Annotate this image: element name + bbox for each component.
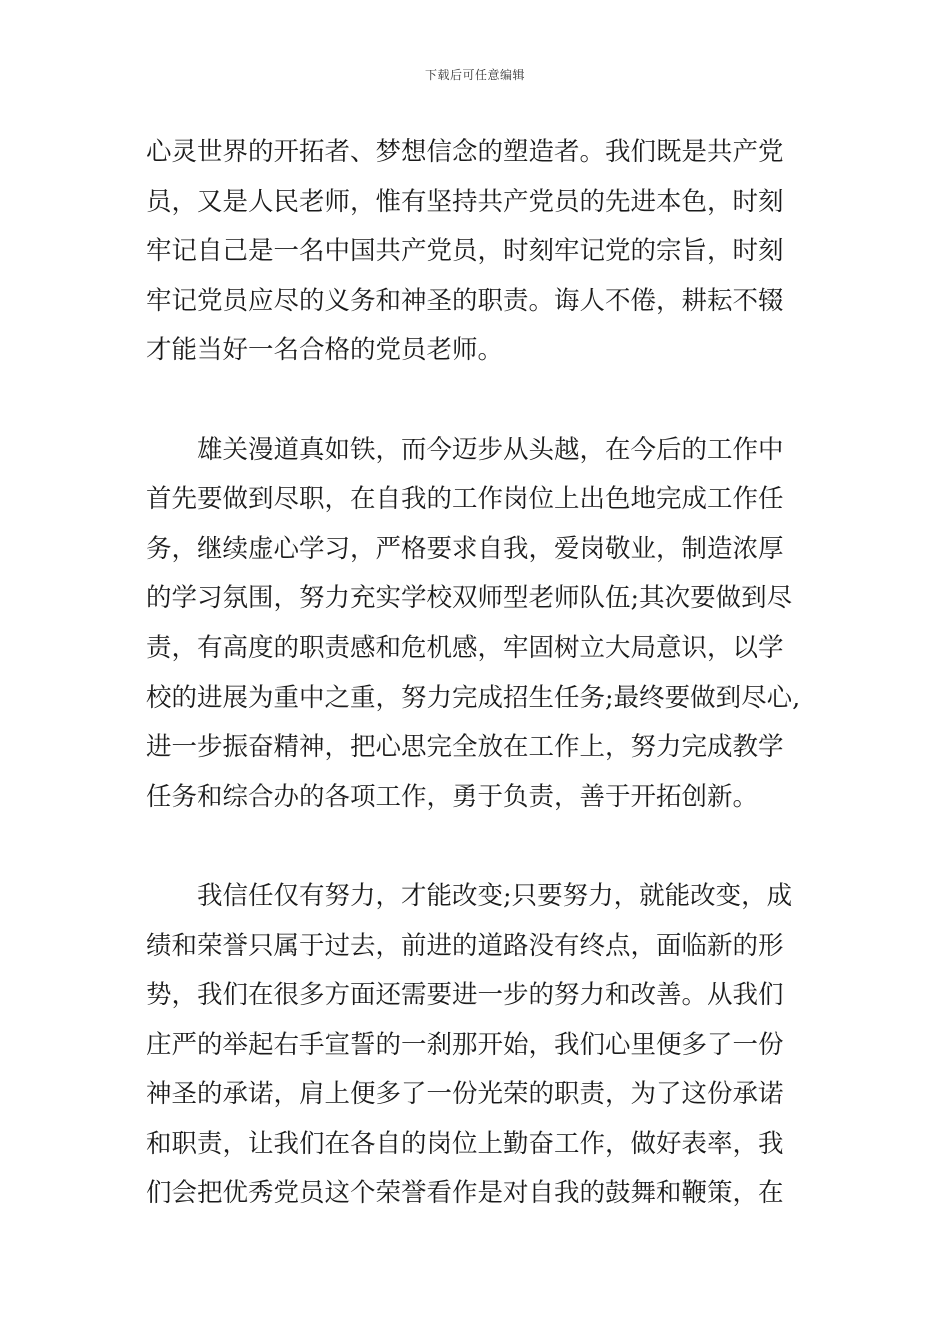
text-line: 庄严的举起右手宣誓的一刹那开始，我们心里便多了一份 — [146, 1029, 784, 1060]
text-line: 的学习氛围，努力充实学校双师型老师队伍;其次要做到尽 — [146, 583, 793, 614]
text-line: 首先要做到尽职，在自我的工作岗位上出色地完成工作任 — [146, 484, 784, 515]
text-line: 员，又是人民老师，惟有坚持共产党员的先进本色，时刻 — [146, 186, 784, 217]
paragraph-3 — [146, 872, 826, 1219]
text-line: 神圣的承诺，肩上便多了一份光荣的职责，为了这份承诺 — [146, 1079, 784, 1110]
text-line: 任务和综合办的各项工作，勇于负责，善于开拓创新。 — [146, 781, 759, 812]
paragraph-spacer — [146, 376, 826, 426]
paragraph-1 — [146, 128, 826, 376]
text-line: 责，有高度的职责感和危机感，牢固树立大局意识，以学 — [146, 632, 784, 663]
text-line: 们会把优秀党员这个荣誉看作是对自我的鼓舞和鞭策，在 — [146, 1178, 784, 1209]
text-line: 我信任仅有努力，才能改变;只要努力，就能改变，成 — [197, 880, 793, 911]
paragraph-spacer — [146, 822, 826, 872]
text-line: 务，继续虚心学习，严格要求自我，爱岗敬业，制造浓厚 — [146, 533, 784, 564]
paragraph-2 — [146, 426, 826, 823]
text-line: 绩和荣誉只属于过去，前进的道路没有终点，面临新的形 — [146, 930, 784, 961]
text-line: 进一步振奋精神，把心思完全放在工作上，努力完成教学 — [146, 732, 784, 763]
text-line: 心灵世界的开拓者、梦想信念的塑造者。我们既是共产党 — [146, 137, 784, 167]
document-body — [146, 128, 826, 1219]
text-line: 和职责，让我们在各自的岗位上勤奋工作，做好表率，我 — [146, 1128, 784, 1159]
text-line: 才能当好一名合格的党员老师。 — [146, 335, 504, 366]
text-line: 势，我们在很多方面还需要进一步的努力和改善。从我们 — [146, 980, 784, 1011]
text-line: 雄关漫道真如铁，而今迈步从头越，在今后的工作中 — [197, 434, 784, 465]
text-line: 校的进展为重中之重，努力完成招生任务;最终要做到尽心, — [146, 682, 801, 713]
page-header-note: 下载后可任意编辑 — [424, 68, 525, 82]
text-line: 牢记党员应尽的义务和神圣的职责。诲人不倦，耕耘不辍 — [146, 285, 784, 316]
text-line: 牢记自己是一名中国共产党员，时刻牢记党的宗旨，时刻 — [146, 236, 784, 267]
